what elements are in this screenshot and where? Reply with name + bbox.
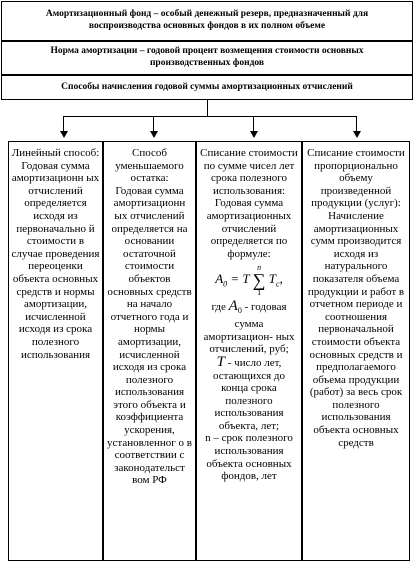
formula-legend-t: T - число лет, остающихся до конца срока полезного использования объекта, лет; bbox=[212, 353, 286, 432]
arrow-head-3 bbox=[250, 131, 258, 138]
method-proportional-title: Списание стоимости пропорционально объему произведенной продукции (услуг): bbox=[307, 147, 405, 210]
method-linear-box bbox=[8, 141, 103, 561]
method-sum-title: Списание стоимости по сумме чисел лет срока полезного использования: bbox=[200, 147, 298, 197]
norm-definition-box bbox=[1, 41, 413, 75]
connector-horizontal bbox=[63, 116, 357, 117]
connector-drop-1 bbox=[63, 116, 64, 131]
method-sum-of-years-box bbox=[196, 141, 302, 561]
norm-line-2: производственных фондов bbox=[149, 57, 265, 68]
method-sum-body: Годовая сумма амортизационных отчислений определяется по формуле: bbox=[206, 197, 292, 260]
connector-drop-3 bbox=[253, 116, 254, 131]
fund-definition-box bbox=[1, 1, 413, 41]
method-declining-box bbox=[103, 141, 196, 561]
connector-trunk bbox=[207, 100, 208, 116]
method-proportional-body: Начисление амортизационных сумм производится исходя из натурального показателя объема продукции и работ в отчетном периоде и соотношения первоначальной стоимости объекта основных средств и предполагаемого объема продукции (работ) за весь срок полезного использования объекта основных средств bbox=[307, 209, 405, 449]
arrow-head-4 bbox=[353, 131, 361, 138]
connector-drop-2 bbox=[153, 116, 154, 131]
method-linear-body: Годовая сумма амортизационн ых отчислений определяется исходя из первоначально й стоимости в случае проведения переоценки объекта основных средств и нормы амортизации, исчисленной исходя из срока полезного использования bbox=[11, 159, 100, 361]
depreciation-formula: $A_0 = T$ n ∑ 1 $T_c$, bbox=[215, 263, 283, 298]
method-linear-title: Линейный способ: bbox=[11, 147, 100, 159]
fund-line-1: Амортизационный фонд – особый денежный резерв, предназначенный для bbox=[45, 9, 369, 19]
method-proportional-box bbox=[302, 141, 410, 561]
arrow-head-1 bbox=[60, 131, 68, 138]
fund-line-2: воспроизводства основных фондов в их полном объеме bbox=[88, 20, 326, 31]
norm-line-1: Норма амортизации – годовой процент возмещения стоимости основных bbox=[50, 46, 364, 56]
sum-sign-icon: ∑ bbox=[252, 270, 266, 291]
method-declining-title: Способ уменьшаемого остатка: bbox=[115, 147, 184, 185]
method-declining-body: Годовая сумма амортизационн ых отчислений определяется на основании остаточной стоимости объектов основных средств на начало отчетного года и нормы амортизации, исчисленной исходя из срока полезного использования этого объекта и коэффициента ускорения, установленног о в соответствии с законодательст вом РФ bbox=[107, 184, 192, 487]
connector-drop-4 bbox=[356, 116, 357, 131]
formula-legend-a0: где $A_0$ - годовая сумма амортизацион- ных отчислений, руб; bbox=[203, 298, 295, 356]
methods-header-text: Способы начисления годовой суммы амортизационных отчислений bbox=[61, 82, 353, 92]
formula-legend-n: n – срок полезного использования объекта основных фондов, лет bbox=[205, 432, 293, 483]
methods-header-box bbox=[1, 75, 413, 100]
arrow-head-2 bbox=[150, 131, 158, 138]
